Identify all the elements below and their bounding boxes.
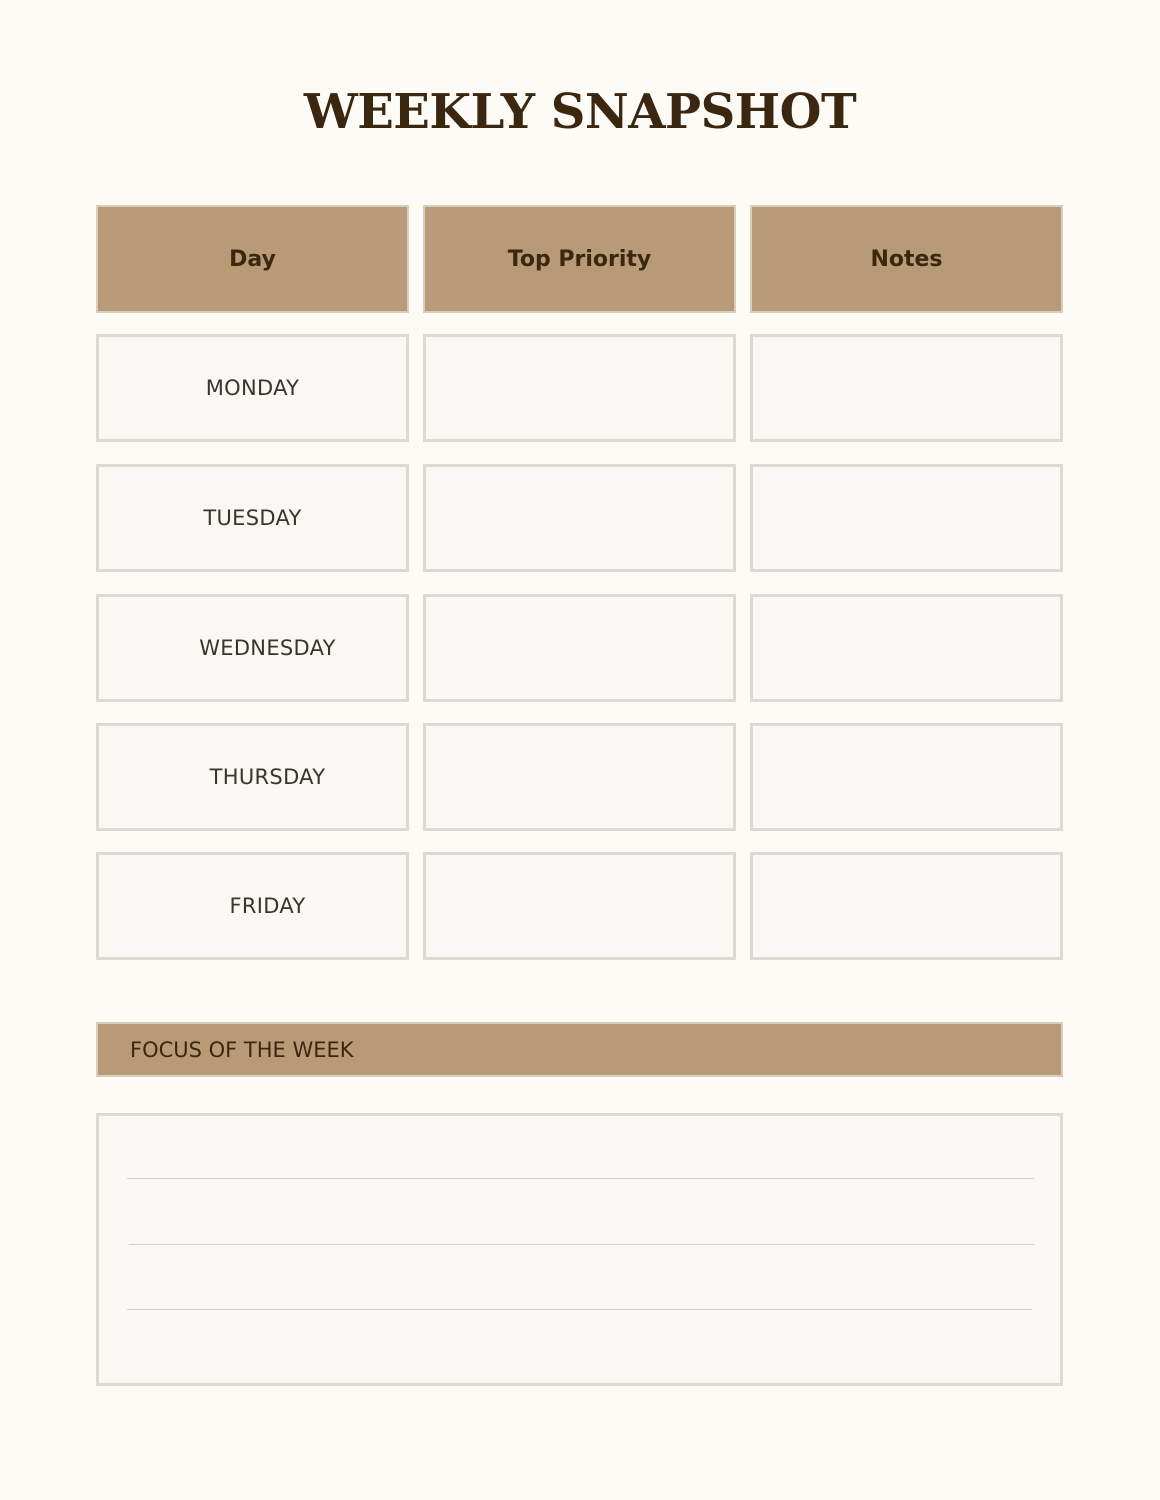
writing-line — [127, 1178, 1034, 1179]
priority-cell-thursday[interactable] — [423, 723, 736, 831]
focus-writing-area[interactable] — [96, 1113, 1063, 1386]
day-cell-wednesday: WEDNESDAY — [96, 594, 409, 702]
day-cell-friday: FRIDAY — [96, 852, 409, 960]
writing-line — [127, 1309, 1032, 1310]
day-cell-thursday: THURSDAY — [96, 723, 409, 831]
priority-cell-wednesday[interactable] — [423, 594, 736, 702]
column-header-notes: Notes — [750, 205, 1063, 313]
notes-cell-thursday[interactable] — [750, 723, 1063, 831]
column-header-day: Day — [96, 205, 409, 313]
focus-header: FOCUS OF THE WEEK — [96, 1022, 1063, 1077]
notes-cell-friday[interactable] — [750, 852, 1063, 960]
notes-cell-wednesday[interactable] — [750, 594, 1063, 702]
priority-cell-tuesday[interactable] — [423, 464, 736, 572]
priority-cell-friday[interactable] — [423, 852, 736, 960]
priority-cell-monday[interactable] — [423, 334, 736, 442]
page-title: WEEKLY SNAPSHOT — [303, 84, 857, 140]
day-cell-monday: MONDAY — [96, 334, 409, 442]
notes-cell-monday[interactable] — [750, 334, 1063, 442]
column-header-top-priority: Top Priority — [423, 205, 736, 313]
notes-cell-tuesday[interactable] — [750, 464, 1063, 572]
writing-line — [129, 1244, 1034, 1245]
day-cell-tuesday: TUESDAY — [96, 464, 409, 572]
